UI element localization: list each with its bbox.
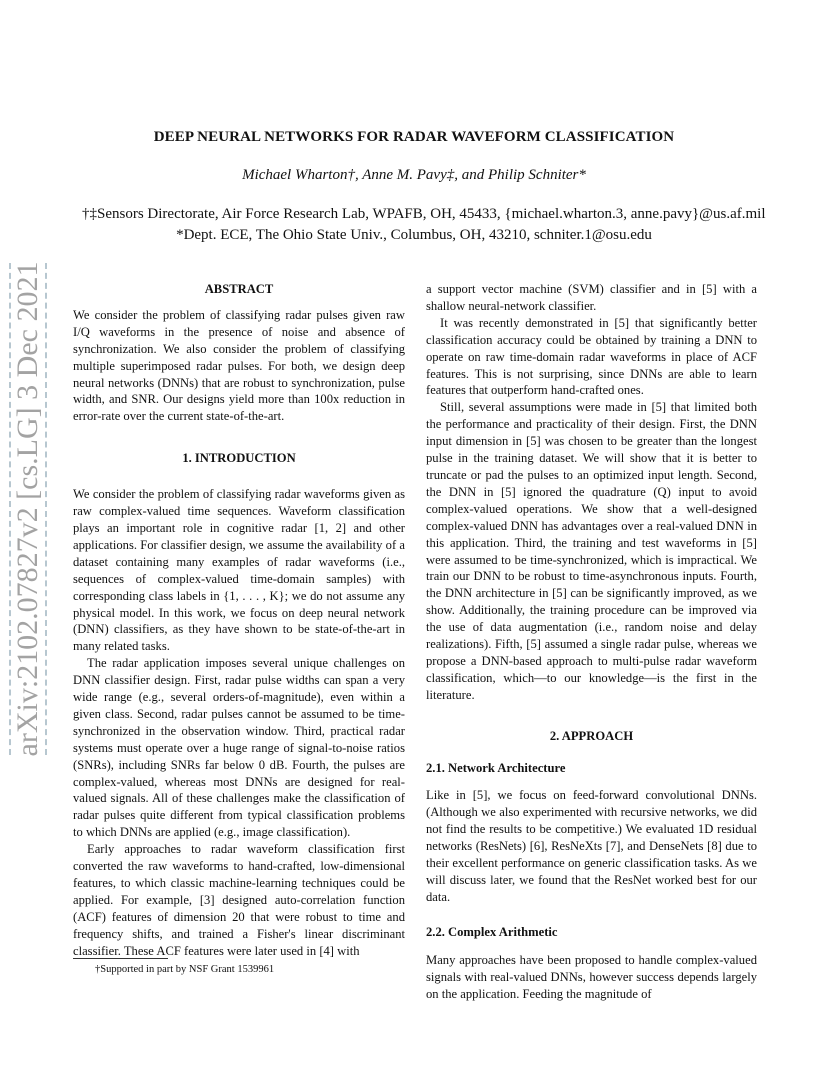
network-architecture-text: Like in [5], we focus on feed-forward convolutional DNNs. (Although we also experimented with recursive networks, we did not find the results to be competitive.) We evaluated 1D residual networks (ResNets) [6], ResNeXts [7], and DenseNets [8] due to their excellent performance on generic classification tasks. As we will discuss later, we found that the ResNet worked best for our data. [426, 788, 757, 904]
intro-paragraph-2: The radar application imposes several unique challenges on DNN classifier design. First, radar pulse widths can span a very wide range (e.g., several orders-of-magnitude), even within a given class. Second, radar pulses cannot be assumed to be time-synchronized in the observation window. Third, practical radar systems must operate over a huge range of signal-to-noise ratios (SNRs), including SNRs far below 0 dB. Fourth, the pulses are complex-valued, whereas most DNNs are designed for real-valued signals. All of these challenges make the classification of radar pulses quite different from typical classification problems to which DNNs are applied (e.g., image classification). [73, 656, 405, 840]
affiliation-osu: *Dept. ECE, The Ohio State Univ., Columbus, OH, 43210, schniter.1@osu.edu [176, 227, 652, 243]
author-list: Michael Wharton†, Anne M. Pavy‡, and Philip Schniter* [242, 167, 586, 183]
arxiv-identifier: arXiv:2102.07827v2 [cs.LG] 3 Dec 2021 [11, 261, 44, 757]
introduction-heading: 1. INTRODUCTION [182, 451, 296, 466]
right-paragraph-1: a support vector machine (SVM) classifier and in [5] with a shallow neural-network classifier. [426, 282, 757, 313]
left-column [73, 281, 405, 960]
footnote-rule [73, 958, 168, 959]
complex-arithmetic-heading: 2.2. Complex Arithmetic [426, 924, 558, 939]
intro-paragraph-1: We consider the problem of classifying radar waveforms given as raw complex-valued time sequences. Waveform classification plays an important role in cognitive radar [1, 2] and other applications. For classifier design, we assume the availability of a dataset containing many examples of radar waveforms (i.e., sequences of complex-valued time-domain samples) with corresponding class labels in {1, . . . , K}; we do not assume any physical model. In this work, we focus on deep neural network (DNN) classifiers, as they have shown to be state-of-the-art in many related tasks. [73, 487, 405, 654]
right-column [426, 281, 757, 1002]
intro-paragraph-3: Early approaches to radar waveform classification first converted the raw waveforms to hand-crafted, low-dimensional features, to which classic machine-learning techniques could be applied. For example, [3] designed auto-correlation function (ACF) features of dimension 20 that were robust to time and frequency shifts, and trained a Fisher's linear discriminant classifier. These ACF features were later used in [4] with [73, 842, 405, 958]
affiliation-afrl: †‡Sensors Directorate, Air Force Research Lab, WPAFB, OH, 45433, {michael.wharton.3, anne.pavy}@us.af.mil [82, 206, 766, 222]
complex-arithmetic-text: Many approaches have been proposed to handle complex-valued signals with real-valued DNNs, however success depends largely on the application. Feeding the magnitude of [426, 952, 757, 1001]
right-paragraph-3: Still, several assumptions were made in [5] that limited both the performance and practicality of their design. First, the DNN input dimension in [5] was chosen to be greater than the longest pulse in the training dataset. We will show that it is better to truncate or pad the pulses to an optimized input length. Second, the DNN in [5] ignored the quadrature (Q) input to avoid complex-valued operations. We show that a well-designed complex-valued DNN has advantages over a real-valued DNN in this application. Third, the training and test waveforms in [5] were assumed to be time-synchronized, which is impractical. We train our DNN to be robust to time-asynchronous inputs. Fourth, the DNN architecture in [5] can be significantly improved, as we show. Additionally, the training procedure can be improved via the use of data augmentation (i.e., random noise and delay realizations). Fifth, [5] assumed a single radar pulse, whereas we propose a DNN-based approach to multi-pulse radar waveform classification, which—to our knowledge—is the first in the literature. [426, 400, 757, 702]
right-paragraph-2: It was recently demonstrated in [5] that significantly better classification accuracy could be obtained by training a DNN to operate on raw time-domain radar waveforms in place of ACF features. This is not surprising, since DNNs are able to learn features that outperform hand-crafted ones. [426, 315, 757, 398]
abstract-text: We consider the problem of classifying radar pulses given raw I/Q waveforms in the presence of noise and absence of synchronization. We also consider the problem of classifying multiple superimposed radar pulses. For both, we design deep neural networks (DNNs) that are robust to synchronization, pulse width, and SNR. Our designs yield more than 100x reduction in error-rate over the current state-of-the-art. [73, 307, 405, 424]
abstract-heading: ABSTRACT [204, 282, 274, 296]
approach-heading: 2. APPROACH [549, 728, 634, 743]
arxiv-side-stamp [3, 263, 49, 755]
funding-footnote: †Supported in part by NSF Grant 1539961 [95, 964, 275, 975]
paper-title: DEEP NEURAL NETWORKS FOR RADAR WAVEFORM CLASSIFICATION [153, 129, 675, 145]
network-architecture-heading: 2.1. Network Architecture [426, 760, 566, 775]
